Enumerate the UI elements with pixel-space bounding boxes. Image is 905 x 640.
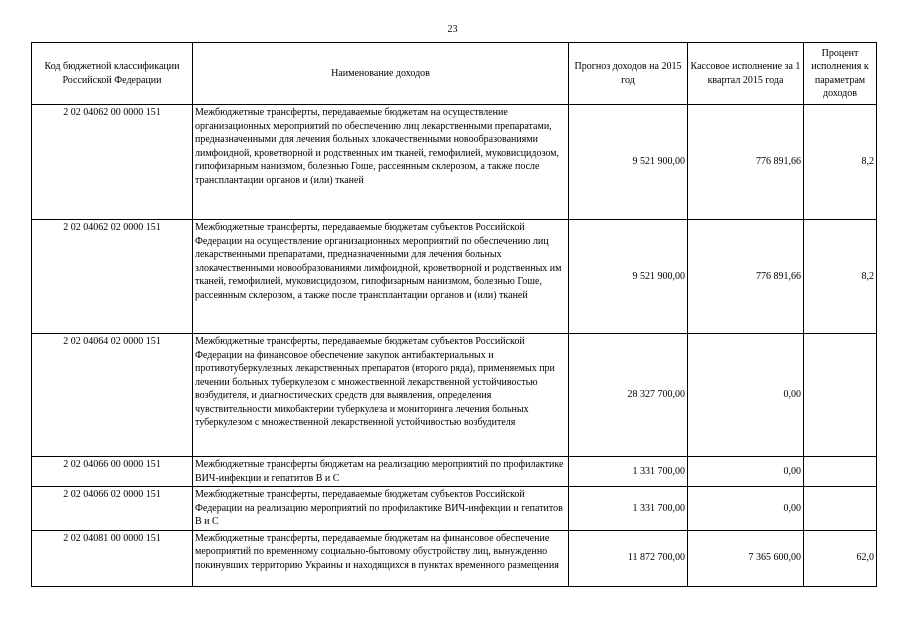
table-row bbox=[32, 334, 877, 457]
table-row bbox=[32, 487, 877, 531]
row-forecast: 9 521 900,00 bbox=[569, 220, 688, 334]
row-code: 2 02 04062 00 0000 151 bbox=[32, 105, 193, 220]
row-forecast: 9 521 900,00 bbox=[569, 105, 688, 220]
row-name: Межбюджетные трансферты, передаваемые бюджетам на финансовое обеспечение мероприятий по временному социально-бытовому обустройству лиц, вынужденно покинувших территорию Украины и находящихся в пунктах временного размещения bbox=[193, 530, 569, 586]
row-execution: 776 891,66 bbox=[688, 220, 804, 334]
row-execution: 0,00 bbox=[688, 487, 804, 531]
row-percent: 8,2 bbox=[804, 220, 877, 334]
row-code: 2 02 04064 02 0000 151 bbox=[32, 334, 193, 457]
table-row bbox=[32, 457, 877, 487]
header-forecast: Прогноз доходов на 2015 год bbox=[569, 43, 688, 105]
row-name: Межбюджетные трансферты, передаваемые бюджетам субъектов Российской Федерации на финансовое обеспечение закупок антибактериальных и противотуберкулезных лекарственных препаратов (второго ряда), применяемых при лечении больных туберкулезом с множественной лекарственной устойчивостью возбудителя, и диагностических средств для выявления, определения чувствительности микобактерии туберкулеза и мониторинга лечения больных туберкулезом с множественной лекарственной устойчивостью возбудителя bbox=[193, 334, 569, 457]
row-execution: 0,00 bbox=[688, 334, 804, 457]
row-percent bbox=[804, 334, 877, 457]
row-forecast: 11 872 700,00 bbox=[569, 530, 688, 586]
row-execution: 0,00 bbox=[688, 457, 804, 487]
header-name: Наименование доходов bbox=[193, 43, 569, 105]
row-percent: 62,0 bbox=[804, 530, 877, 586]
row-execution: 776 891,66 bbox=[688, 105, 804, 220]
row-code: 2 02 04066 00 0000 151 bbox=[32, 457, 193, 487]
row-name: Межбюджетные трансферты бюджетам на реализацию мероприятий по профилактике ВИЧ-инфекции и гепатитов В и С bbox=[193, 457, 569, 487]
revenue-table bbox=[31, 42, 877, 587]
table-row bbox=[32, 220, 877, 334]
row-forecast: 1 331 700,00 bbox=[569, 487, 688, 531]
row-percent bbox=[804, 487, 877, 531]
row-forecast: 28 327 700,00 bbox=[569, 334, 688, 457]
header-row bbox=[32, 43, 877, 105]
table-row bbox=[32, 530, 877, 586]
table-row bbox=[32, 105, 877, 220]
header-execution: Кассовое исполнение за 1 квартал 2015 года bbox=[688, 43, 804, 105]
row-name: Межбюджетные трансферты, передаваемые бюджетам на осуществление организационных мероприятий по обеспечению лиц лекарственными препаратами, предназначенными для лечения больных злокачественными новообразованиями лимфоидной, кроветворной и родственных им тканей, гемофилией, муковисцидозом, гипофизарным нанизмом, болезнью Гоше, рассеянным склерозом, а также после трансплантации органов и (или) тканей bbox=[193, 105, 569, 220]
row-forecast: 1 331 700,00 bbox=[569, 457, 688, 487]
header-percent: Процент исполнения к параметрам доходов bbox=[804, 43, 877, 105]
row-percent: 8,2 bbox=[804, 105, 877, 220]
row-code: 2 02 04066 02 0000 151 bbox=[32, 487, 193, 531]
row-code: 2 02 04081 00 0000 151 bbox=[32, 530, 193, 586]
row-code: 2 02 04062 02 0000 151 bbox=[32, 220, 193, 334]
header-code: Код бюджетной классификации Российской Федерации bbox=[32, 43, 193, 105]
page-number: 23 bbox=[447, 24, 458, 35]
row-execution: 7 365 600,00 bbox=[688, 530, 804, 586]
row-name: Межбюджетные трансферты, передаваемые бюджетам субъектов Российской Федерации на реализацию мероприятий по профилактике ВИЧ-инфекции и гепатитов В и С bbox=[193, 487, 569, 531]
row-percent bbox=[804, 457, 877, 487]
row-name: Межбюджетные трансферты, передаваемые бюджетам субъектов Российской Федерации на осуществление организационных мероприятий по обеспечению лиц лекарственными препаратами, предназначенными для лечения больных злокачественными новообразованиями лимфоидной, кроветворной и родственных им тканей, гемофилией, муковисцидозом, гипофизарным нанизмом, болезнью Гоше, рассеянным склерозом, а также после трансплантации органов и (или) тканей bbox=[193, 220, 569, 334]
